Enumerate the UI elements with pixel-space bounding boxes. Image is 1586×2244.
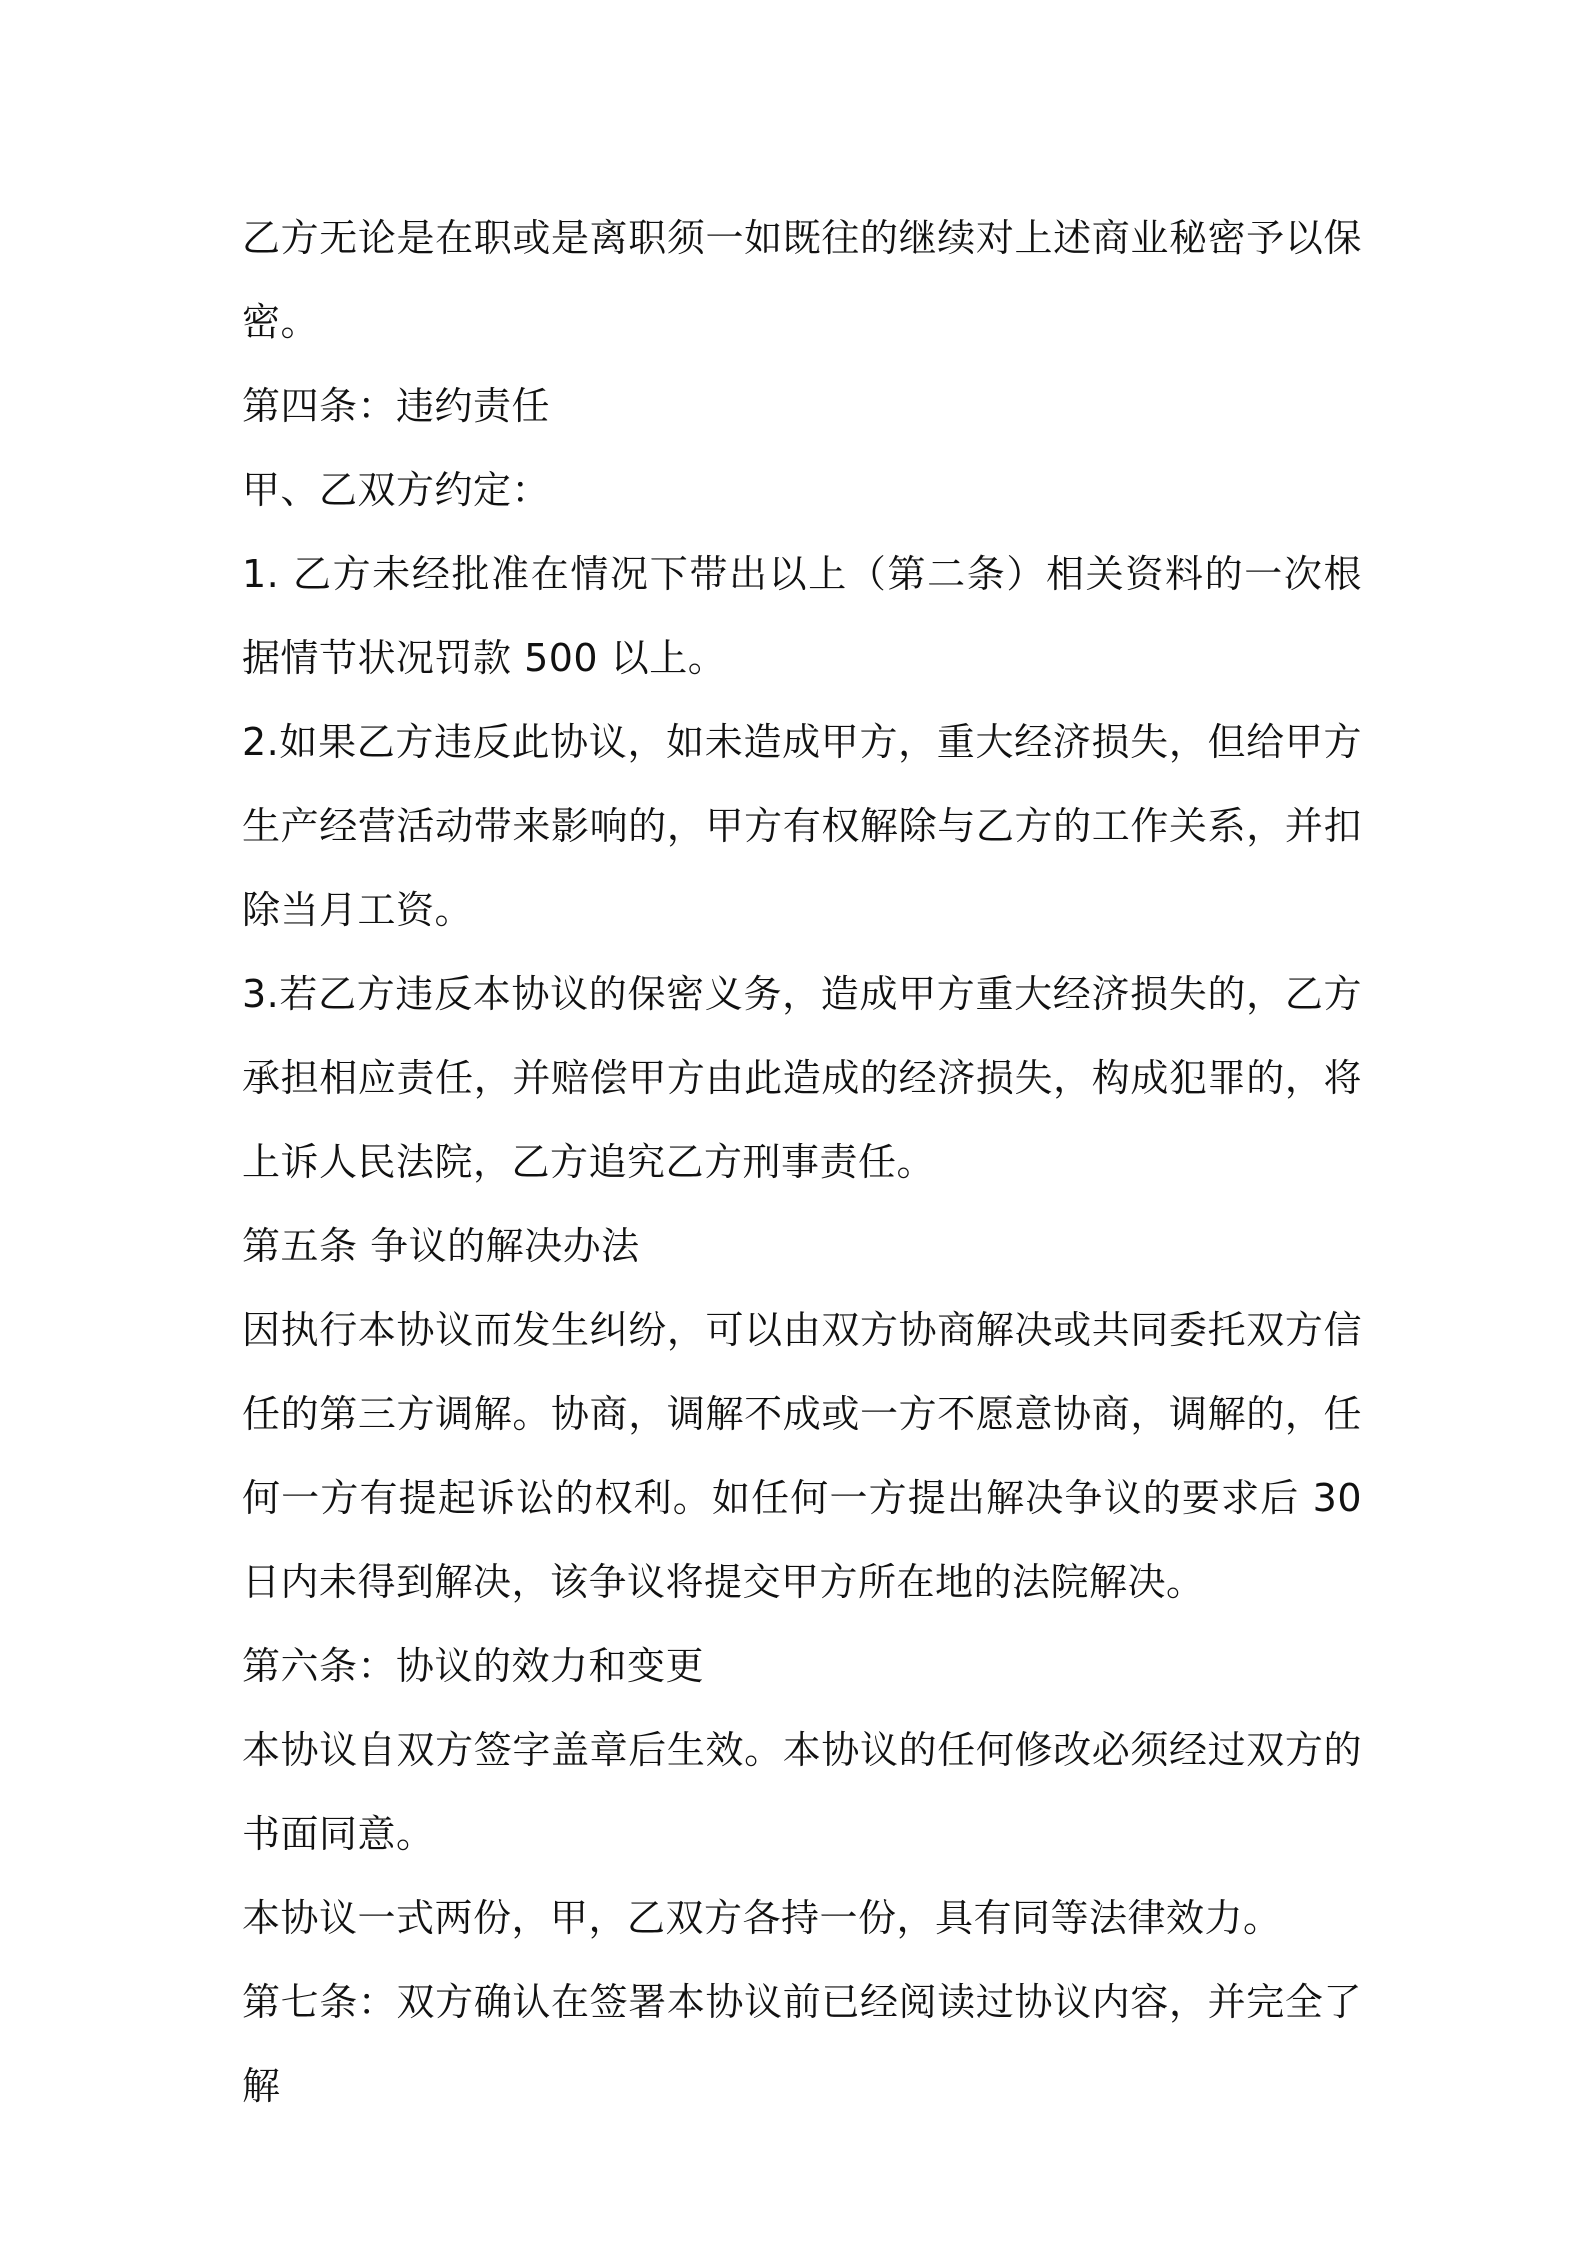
parties-agreement-line: 甲、乙双方约定：: [242, 468, 551, 512]
article-6-heading: 第六条：协议的效力和变更: [242, 1644, 705, 1688]
copies-paragraph: 本协议一式两份，甲，乙双方各持一份，具有同等法律效力。: [242, 1896, 1282, 1940]
clause-3: 3.若乙方违反本协议的保密义务，造成甲方重大经济损失的，乙方承担相应责任，并赔偿甲方由此造成的经济损失，构成犯罪的，将上诉人民法院，乙方追究乙方刑事责任。: [242, 972, 1362, 1184]
paragraph-confidentiality-continuation: 乙方无论是在职或是离职须一如既往的继续对上述商业秘密予以保密。: [242, 216, 1362, 344]
article-5-heading: 第五条 争议的解决办法: [242, 1224, 640, 1268]
effectiveness-paragraph: 本协议自双方签字盖章后生效。本协议的任何修改必须经过双方的书面同意。: [242, 1728, 1362, 1856]
clause-1: 1. 乙方未经批准在情况下带出以上（第二条）相关资料的一次根据情节状况罚款 500 以上。: [242, 552, 1362, 680]
dispute-resolution-paragraph: 因执行本协议而发生纠纷，可以由双方协商解决或共同委托双方信任的第三方调解。协商，调解不成或一方不愿意协商，调解的，任何一方有提起诉讼的权利。如任何一方提出解决争议的要求后 30 日内未得到解决，该争议将提交甲方所在地的法院解决。: [242, 1308, 1362, 1604]
document-body: [242, 196, 1362, 2128]
article-4-heading: 第四条：违约责任: [242, 384, 551, 428]
clause-2: 2.如果乙方违反此协议，如未造成甲方，重大经济损失，但给甲方生产经营活动带来影响的，甲方有权解除与乙方的工作关系，并扣除当月工资。: [242, 720, 1362, 932]
article-7-paragraph: 第七条：双方确认在签署本协议前已经阅读过协议内容，并完全了解: [242, 1980, 1362, 2108]
